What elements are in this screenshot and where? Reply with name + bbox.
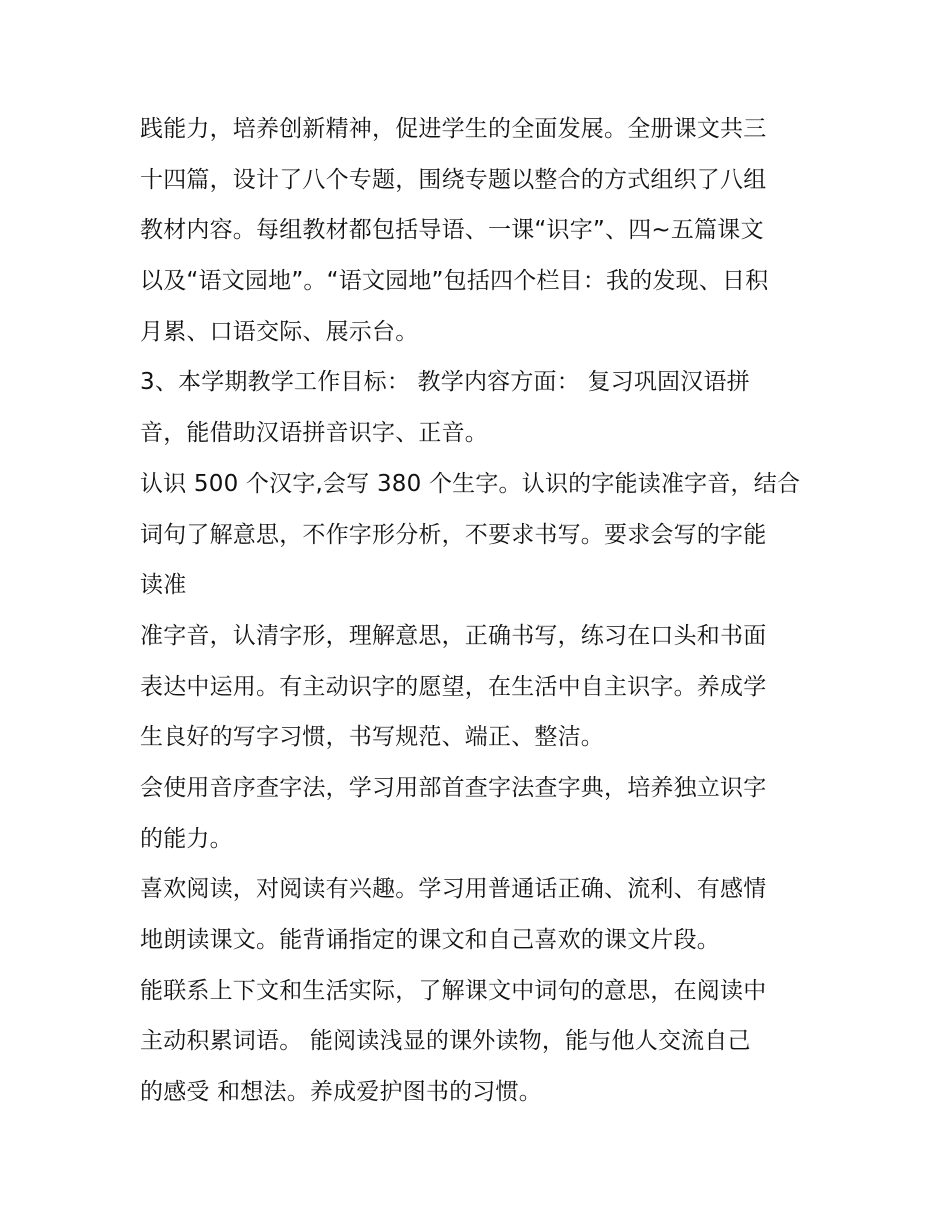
text-line: 生良好的写字习惯，书写规范、端正、整洁。 bbox=[140, 724, 604, 751]
text-line: 音，能借助汉语拼音识字、正音。 bbox=[140, 420, 488, 447]
text-line: 主动积累词语。 能阅读浅显的课外读物，能与他人交流自己 bbox=[140, 1028, 751, 1055]
text-line: 表达中运用。有主动识字的愿望，在生活中自主识字。养成学 bbox=[140, 673, 767, 700]
text-line: 教材内容。每组教材都包括导语、一课“识字”、四~五篇课文 bbox=[140, 217, 764, 244]
text-line: 月累、口语交际、展示台。 bbox=[140, 318, 419, 345]
text-line: 会使用音序查字法，学习用部首查字法查字典，培养独立识字 bbox=[140, 774, 767, 801]
text-line: 3、本学期教学工作目标： 教学内容方面： 复习巩固汉语拼 bbox=[140, 369, 750, 396]
text-line: 的能力。 bbox=[140, 825, 233, 852]
text-line: 能联系上下文和生活实际，了解课文中词句的意思，在阅读中 bbox=[140, 977, 767, 1004]
text-line: 的感受 和想法。养成爱护图书的习惯。 bbox=[140, 1079, 542, 1106]
text-line: 以及“语文园地”。“语文园地”包括四个栏目：我的发现、日积 bbox=[140, 268, 769, 295]
text-line: 读准 bbox=[140, 572, 187, 599]
text-line: 认识 500 个汉字,会写 380 个生字。认识的字能读准字音，结合 bbox=[140, 470, 801, 497]
text-line: 地朗读课文。能背诵指定的课文和自己喜欢的课文片段。 bbox=[140, 927, 720, 953]
text-line: 十四篇，设计了八个专题，围绕专题以整合的方式组织了八组 bbox=[140, 166, 767, 193]
text-line: 喜欢阅读，对阅读有兴趣。学习用普通话正确、流利、有感情 bbox=[140, 876, 767, 903]
text-line: 践能力，培养创新精神，促进学生的全面发展。全册课文共三 bbox=[140, 116, 767, 142]
text-line: 词句了解意思，不作字形分析，不要求书写。要求会写的字能 bbox=[140, 521, 767, 548]
document-body bbox=[140, 104, 820, 1118]
text-line: 准字音，认清字形，理解意思，正确书写，练习在口头和书面 bbox=[140, 622, 767, 649]
